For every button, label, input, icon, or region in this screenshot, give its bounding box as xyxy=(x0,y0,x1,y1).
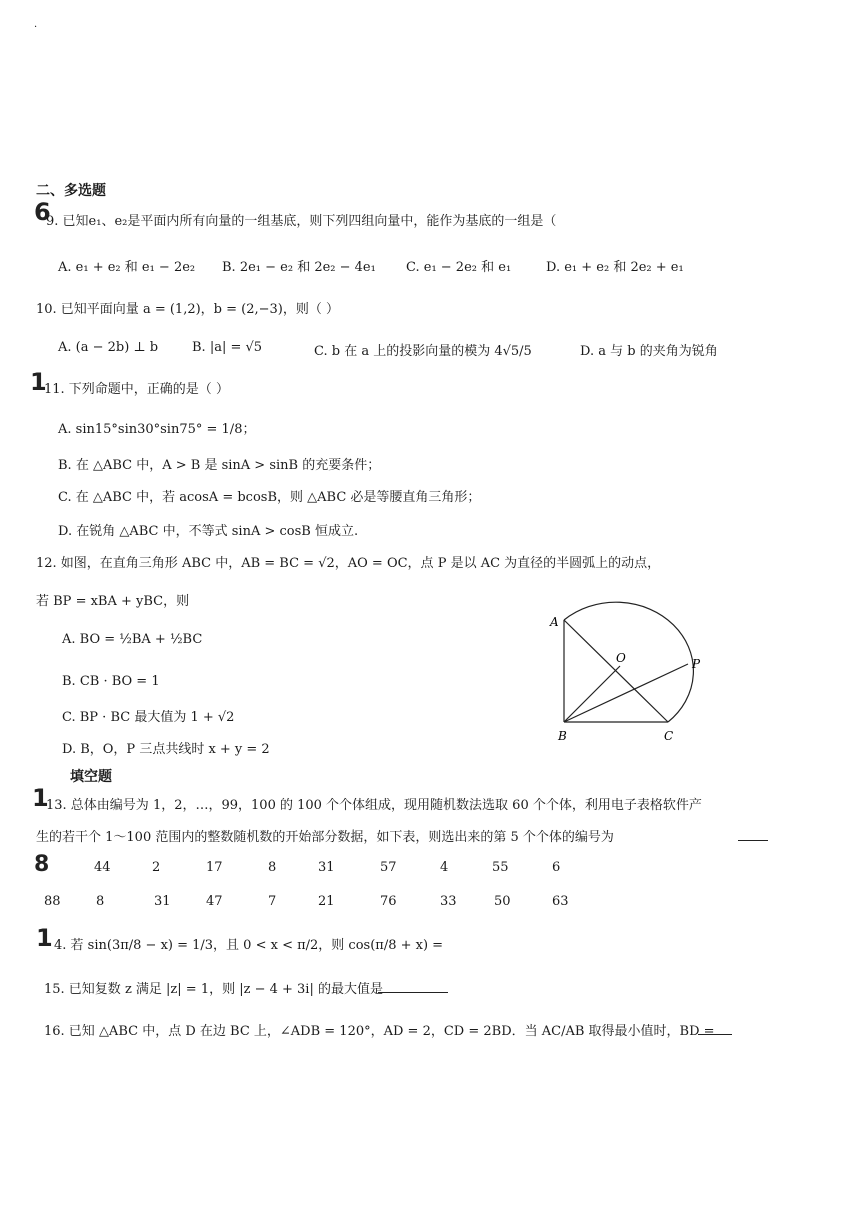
label-a: A xyxy=(550,615,559,629)
table-cell: 33 xyxy=(440,894,457,909)
table-cell: 2 xyxy=(152,860,161,875)
table-cell: 57 xyxy=(380,860,397,875)
q10-option-b: B. |a| = √5 xyxy=(192,340,263,355)
label-p: P xyxy=(692,657,701,671)
q9-option-b: B. 2e₁ − e₂ 和 2e₂ − 4e₁ xyxy=(222,260,376,275)
table-cell: 4 xyxy=(440,860,449,875)
label-o: O xyxy=(616,651,626,665)
q12-option-b: B. CB · BO = 1 xyxy=(62,674,160,689)
table-cell: 8 xyxy=(96,894,105,909)
q12-option-c: C. BP · BC 最大值为 1 + √2 xyxy=(62,710,235,725)
table-cell: 55 xyxy=(492,860,509,875)
q11-option-d: D. 在锐角 △ABC 中，不等式 sinA > cosB 恒成立. xyxy=(58,524,359,539)
q10-option-a: A. (a − 2b) ⊥ b xyxy=(58,340,159,355)
q15-answer-blank[interactable] xyxy=(378,978,448,993)
handwritten-mark-q11: 1 xyxy=(30,368,47,396)
table-cell: 44 xyxy=(94,860,111,875)
q16-text: 16. 已知 △ABC 中，点 D 在边 BC 上，∠ADB = 120°，AD = 2，CD = 2BD．当 AC/AB 取得最小值时，BD = xyxy=(44,1024,715,1039)
q9-option-c: C. e₁ − 2e₂ 和 e₁ xyxy=(406,260,512,275)
q13-answer-blank[interactable] xyxy=(732,826,768,841)
q12-figure xyxy=(540,590,720,750)
table-cell: 63 xyxy=(552,894,569,909)
handwritten-mark-q9: 6 xyxy=(34,198,51,226)
segment-bo xyxy=(564,666,620,722)
table-cell: 31 xyxy=(154,894,171,909)
table-cell: 47 xyxy=(206,894,223,909)
q13-line-2: 生的若干个 1～100 范围内的整数随机数的开始部分数据，如下表，则选出来的第 5 个个体的编号为 xyxy=(36,830,614,845)
q13-line-1: 13. 总体由编号为 1，2，…，99，100 的 100 个个体组成，现用随机数法选取 60 个个体，利用电子表格软件产 xyxy=(46,798,702,813)
q14-text: 4. 若 sin(3π/8 − x) = 1/3，且 0 < x < π/2，则 cos(π/8 + x) = xyxy=(54,938,444,953)
table-cell: 17 xyxy=(206,860,223,875)
section-title-fill-in: 填空题 xyxy=(70,769,112,785)
table-cell: 21 xyxy=(318,894,335,909)
table-cell: 50 xyxy=(494,894,511,909)
q16-answer-blank[interactable] xyxy=(692,1020,732,1035)
q11-option-b: B. 在 △ABC 中，A > B 是 sinA > sinB 的充要条件； xyxy=(58,458,381,473)
q10-stem: 10. 已知平面向量 a = (1,2)，b = (2,−3)，则（ ） xyxy=(36,302,339,317)
q10-option-c: C. b 在 a 上的投影向量的模为 4√5/5 xyxy=(314,344,532,359)
handwritten-mark-q13: 1 xyxy=(32,784,49,812)
q15-text: 15. 已知复数 z 满足 |z| = 1，则 |z − 4 + 3i| 的最大值是 xyxy=(44,982,383,997)
q12-stem: 12. 如图，在直角三角形 ABC 中，AB = BC = √2，AO = OC，点 P 是以 AC 为直径的半圆弧上的动点， xyxy=(36,556,661,571)
handwritten-mark-q13-row: 8 xyxy=(34,852,50,877)
scan-dot: · xyxy=(34,22,38,33)
q12-stem-2: 若 BP = xBA + yBC，则 xyxy=(36,594,190,609)
q11-option-c: C. 在 △ABC 中，若 acosA = bcosB，则 △ABC 必是等腰直角三角形； xyxy=(58,490,481,505)
table-cell: 31 xyxy=(318,860,335,875)
section-title-multiple-choice: 二、多选题 xyxy=(36,183,106,199)
label-b: B xyxy=(558,729,567,743)
table-cell: 8 xyxy=(268,860,277,875)
label-c: C xyxy=(664,729,674,743)
q10-option-d: D. a 与 b 的夹角为锐角 xyxy=(580,344,718,359)
table-cell: 76 xyxy=(380,894,397,909)
q11-stem: 11. 下列命题中，正确的是（ ） xyxy=(44,382,229,397)
q12-option-d: D. B，O，P 三点共线时 x + y = 2 xyxy=(62,742,270,757)
q11-option-a: A. sin15°sin30°sin75° = 1/8； xyxy=(58,422,256,437)
handwritten-mark-q14: 1 xyxy=(36,924,53,952)
q9-option-d: D. e₁ + e₂ 和 2e₂ + e₁ xyxy=(546,260,684,275)
table-cell: 88 xyxy=(44,894,61,909)
table-cell: 7 xyxy=(268,894,277,909)
q12-option-a: A. BO = ½BA + ½BC xyxy=(62,632,203,647)
semicircle-arc xyxy=(564,602,693,722)
table-cell: 6 xyxy=(552,860,561,875)
q9-stem: 9. 已知e₁、e₂是平面内所有向量的一组基底，则下列四组向量中，能作为基底的一组是（ xyxy=(46,214,557,229)
segment-bp xyxy=(564,664,688,722)
q9-option-a: A. e₁ + e₂ 和 e₁ − 2e₂ xyxy=(58,260,196,275)
